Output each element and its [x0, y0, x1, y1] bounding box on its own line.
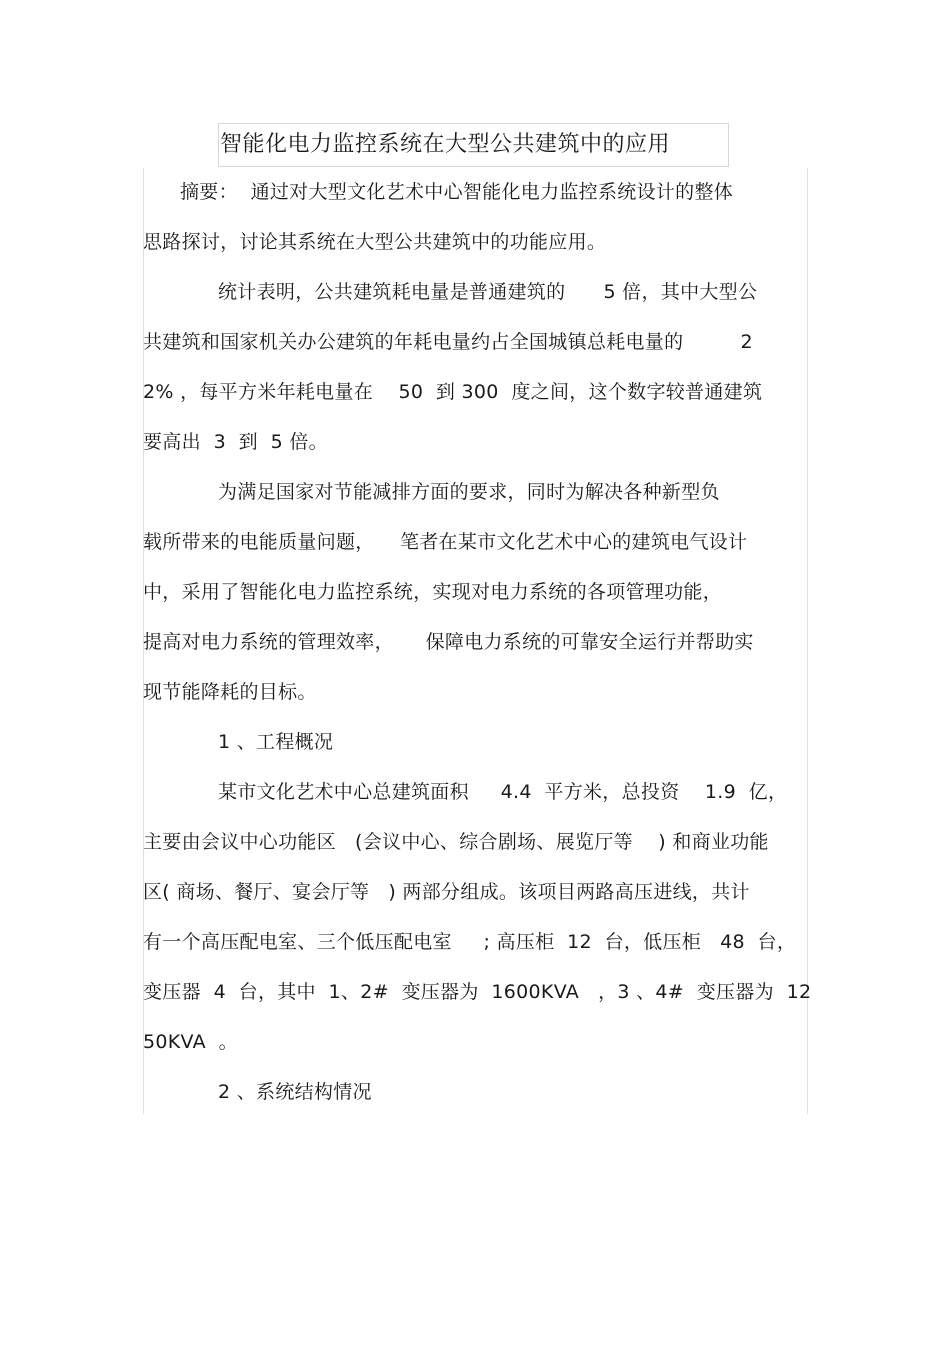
paragraph-line: 主要由会议中心功能区 (会议中心、综合剧场、展览厅等 ) 和商业功能	[143, 831, 769, 853]
paragraph-line: 有一个高压配电室、三个低压配电室 ; 高压柜 12 台，低压柜 48 台，	[143, 931, 797, 953]
paragraph-line: 为满足国家对节能减排方面的要求，同时为解决各种新型负	[218, 481, 720, 503]
section-heading: 2 、系统结构情况	[218, 1081, 372, 1103]
paragraph-line: 现节能降耗的目标。	[143, 681, 317, 703]
paragraph-line: 载所带来的电能质量问题， 笔者在某市文化艺术中心的建筑电气设计	[143, 531, 748, 553]
paragraph-line: 50KVA 。	[143, 1031, 238, 1053]
paragraph-line: 变压器 4 台，其中 1、2# 变压器为 1600KVA ，3 、4# 变压器为 12	[143, 981, 812, 1003]
paragraph-line: 某市文化艺术中心总建筑面积 4.4 平方米，总投资 1.9 亿，	[218, 781, 788, 803]
paragraph-line: 中，采用了智能化电力监控系统，实现对电力系统的各项管理功能，	[143, 581, 723, 603]
paragraph-line: 统计表明，公共建筑耗电量是普通建筑的 5 倍，其中大型公	[218, 281, 758, 303]
paragraph-line: 2% ，每平方米年耗电量在 50 到 300 度之间，这个数字较普通建筑	[143, 381, 763, 403]
document-title: 智能化电力监控系统在大型公共建筑中的应用	[220, 132, 671, 157]
paragraph-line: 提高对电力系统的管理效率， 保障电力系统的可靠安全运行并帮助实	[143, 631, 754, 653]
abstract-line-1: 摘要： 通过对大型文化艺术中心智能化电力监控系统设计的整体	[180, 181, 734, 203]
paragraph-line: 区( 商场、餐厅、宴会厅等 ) 两部分组成。该项目两路高压进线，共计	[143, 881, 750, 903]
section-heading: 1 、工程概况	[218, 731, 334, 753]
paragraph-line: 共建筑和国家机关办公建筑的年耗电量约占全国城镇总耗电量的 2	[143, 331, 753, 353]
paragraph-line: 要高出 3 到 5 倍。	[143, 431, 328, 453]
abstract-line-2: 思路探讨，讨论其系统在大型公共建筑中的功能应用。	[143, 231, 607, 253]
